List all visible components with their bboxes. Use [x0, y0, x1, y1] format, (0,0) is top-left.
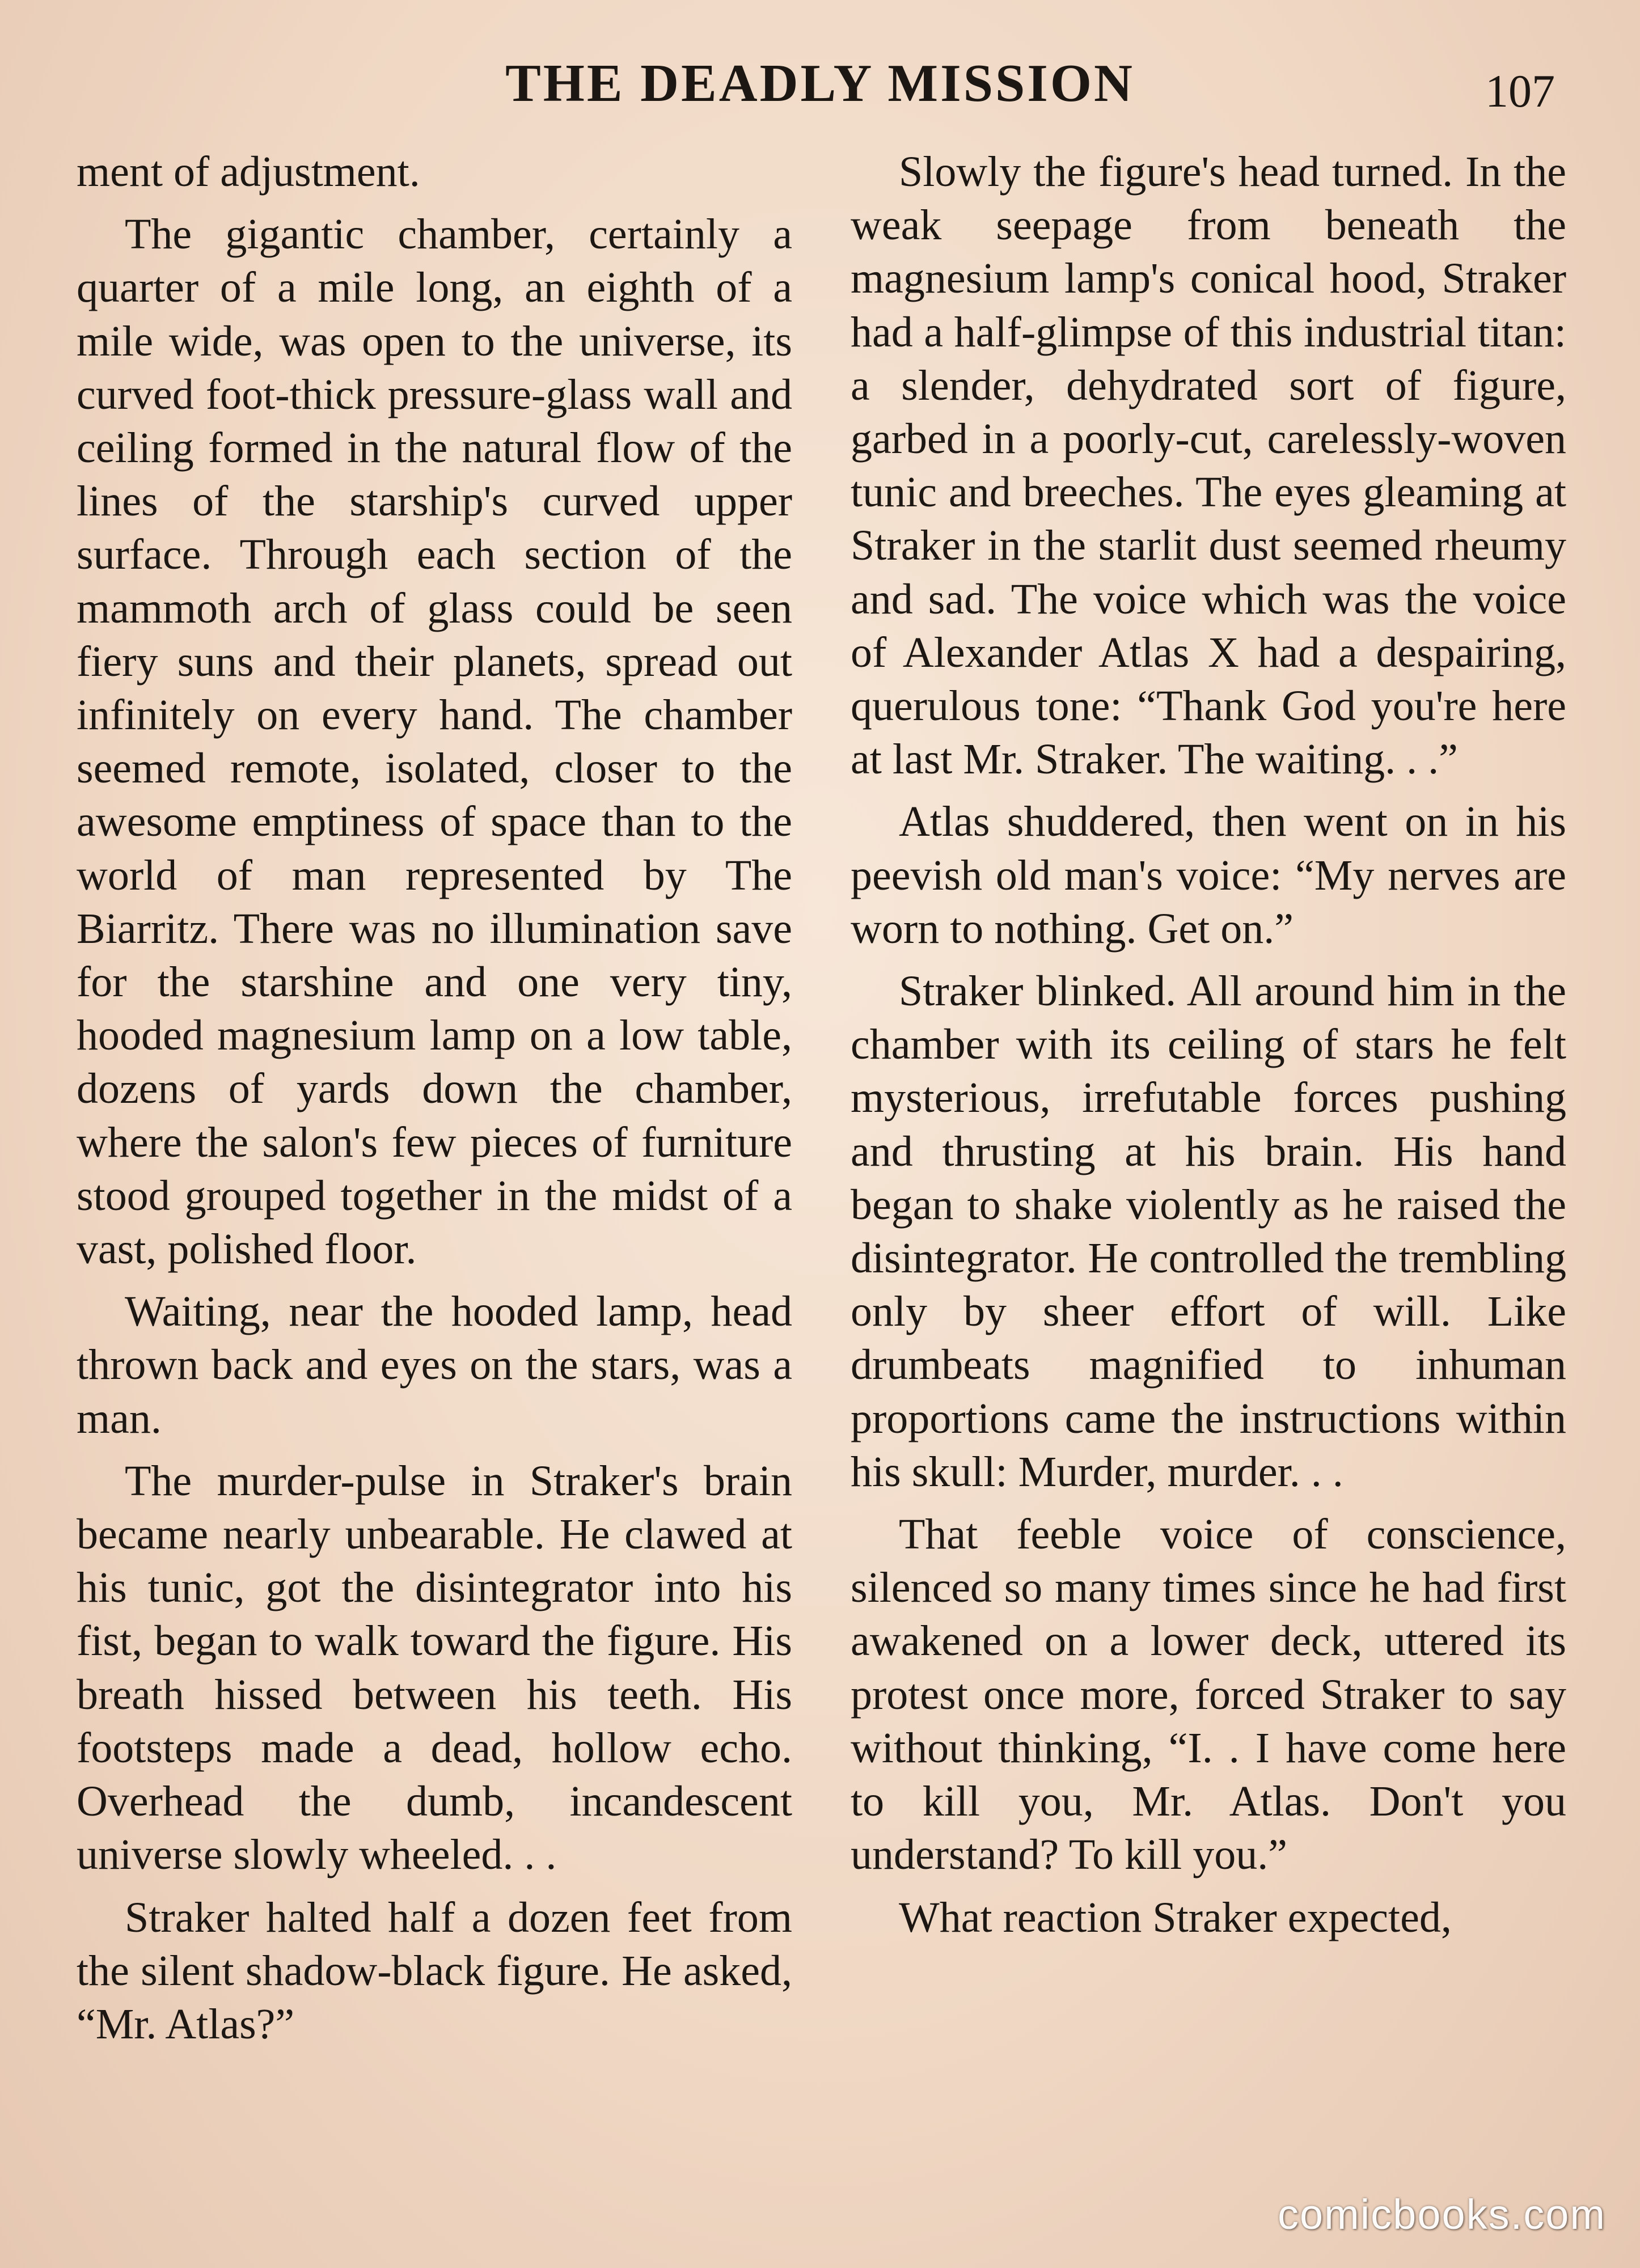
paragraph: The murder-pulse in Straker's brain became nearly unbearable. He clawed at his tunic, got the disintegrator into his fist, began to walk toward the figure. His breath hissed between his teeth. His footsteps made a dead, hollow echo. Overhead the dumb, incandescent universe slowly wheeled. . . — [77, 1457, 792, 1879]
running-title: THE DEADLY MISSION — [505, 54, 1135, 113]
page-number: 107 — [1485, 65, 1555, 117]
paragraph: ment of adjustment. — [77, 148, 420, 196]
paragraph: Slowly the figure's head turned. In the weak seepage from beneath the magnesium lamp's conical hood, Straker had a half-glimpse of this industrial titan: a slender, dehydrated sort of figure, garbed in a poorly-cut, carelessly-woven tunic and breeches. The eyes gleaming at Straker in the starlit dust seemed rheumy and sad. The voice which was the voice of Alexander Atlas X had a despairing, querulous tone: “Thank God you're here at last Mr. Straker. The waiting. . .” — [851, 148, 1566, 784]
paragraph: The gigantic chamber, certainly a quarter of a mile long, an eighth of a mile wide, was open to the universe, its curved foot-thick pressure-glass wall and ceiling formed in the natural flow of the lines of the starship's curved upper surface. Through each section of the mammoth arch of glass could be seen fiery suns and their planets, spread out infinitely on every hand. The chamber seemed remote, isolated, closer to the awesome emptiness of space than to the world of man represented by The Biarritz. There was no illumination save for the starshine and one very tiny, hooded magnesium lamp on a low table, dozens of yards down the chamber, where the salon's few pieces of furniture stood grouped together in the midst of a vast, polished floor. — [77, 210, 792, 1273]
paragraph: Straker blinked. All around him in the chamber with its ceiling of stars he felt mysterious, irrefutable forces pushing and thrusting at his brain. His hand began to shake violently as he raised the disintegrator. He controlled the trembling only by sheer effort of will. Like drumbeats magnified to inhuman proportions came the instructions within his skull: Murder, murder. . . — [851, 967, 1566, 1496]
paragraph: Atlas shuddered, then went on in his peevish old man's voice: “My nerves are worn to nothing. Get on.” — [851, 798, 1566, 953]
paragraph: Waiting, near the hooded lamp, head thrown back and eyes on the stars, was a man. — [77, 1288, 792, 1442]
right-column — [851, 145, 1566, 1953]
paragraph: What reaction Straker expected, — [899, 1893, 1452, 1941]
paragraph: That feeble voice of conscience, silenced so many times since he had first awakened on a lower deck, uttered its protest once more, forced Straker to say without thinking, “I. . I have come here to kill you, Mr. Atlas. Don't you understand? To kill you.” — [851, 1510, 1566, 1879]
source-watermark: comicbooks.com — [1277, 2191, 1606, 2238]
paragraph: Straker halted half a dozen feet from the silent shadow-black figure. He asked, “Mr. Atlas?” — [77, 1893, 792, 2048]
left-column — [77, 145, 792, 2060]
